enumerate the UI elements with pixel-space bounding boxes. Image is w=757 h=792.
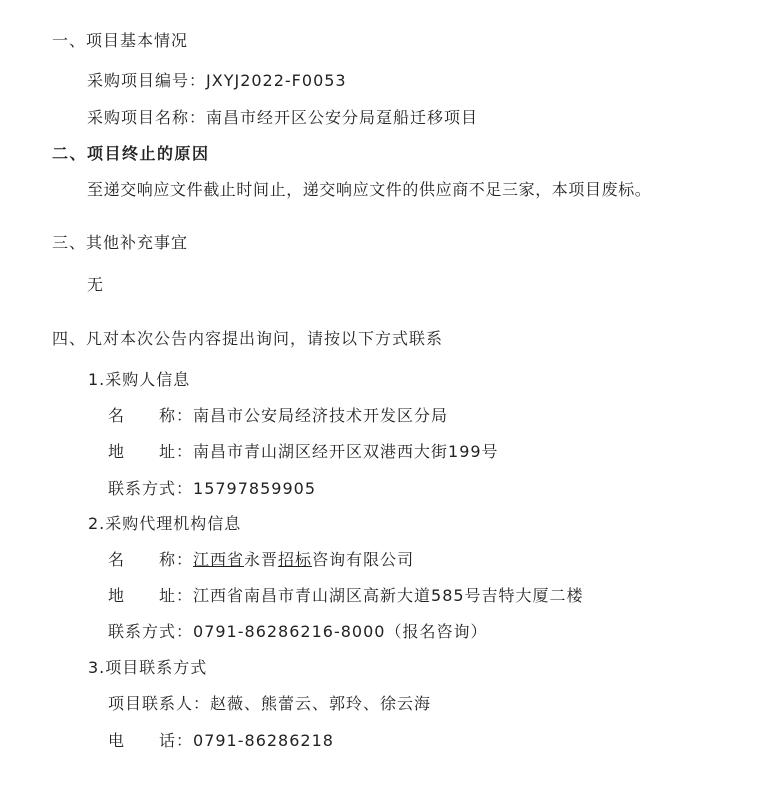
purchaser-name-value: 南昌市公安局经济技术开发区分局 xyxy=(193,406,449,425)
agency-name-label: 名 称： xyxy=(108,550,194,569)
project-name-label: 采购项目名称： xyxy=(87,108,207,127)
agency-phone-label: 联系方式： xyxy=(108,622,194,641)
project-name-value: 南昌市经开区公安分局趸船迁移项目 xyxy=(206,108,479,127)
project-number-label: 采购项目编号： xyxy=(87,71,207,90)
section-other-heading: 三、其他补充事宜 xyxy=(52,233,189,252)
agency-phone-value: 0791-86286216-8000（报名咨询） xyxy=(193,622,488,641)
termination-reason: 至递交响应文件截止时间止，递交响应文件的供应商不足三家，本项目废标。 xyxy=(87,180,652,199)
project-contact-phone-label: 电 话： xyxy=(108,731,194,750)
agency-heading: 2.采购代理机构信息 xyxy=(88,514,242,533)
project-name-row xyxy=(87,108,478,128)
project-contact-phone-value: 0791-86286218 xyxy=(193,731,334,750)
project-contact-phone-row xyxy=(108,731,334,751)
purchaser-address-value: 南昌市青山湖区经开区双港西大街199号 xyxy=(193,442,499,461)
project-contact-person-row xyxy=(108,694,431,714)
purchaser-heading: 1.采购人信息 xyxy=(88,370,191,389)
agency-address-row xyxy=(108,586,584,606)
agency-name-row xyxy=(108,550,414,570)
agency-address-value: 江西省南昌市青山湖区高新大道585号吉特大厦二楼 xyxy=(193,586,584,605)
project-contact-heading: 3.项目联系方式 xyxy=(88,658,208,677)
project-contact-person-label: 项目联系人： xyxy=(108,694,211,713)
agency-phone-row xyxy=(108,622,487,642)
agency-name-brand: 永晋 xyxy=(244,550,279,569)
project-contact-person-value: 赵薇、熊蕾云、郭玲、徐云海 xyxy=(210,694,432,713)
agency-name-link-bidding[interactable]: 招标 xyxy=(278,550,313,569)
purchaser-phone-value: 15797859905 xyxy=(193,479,316,498)
purchaser-phone-label: 联系方式： xyxy=(108,479,194,498)
section-termination-heading: 二、项目终止的原因 xyxy=(52,144,210,163)
purchaser-phone-row xyxy=(108,479,316,499)
section-contact-heading: 四、凡对本次公告内容提出询问，请按以下方式联系 xyxy=(52,329,444,348)
section-basic-heading: 一、项目基本情况 xyxy=(52,31,189,50)
purchaser-address-row xyxy=(108,442,499,462)
project-number-row xyxy=(87,71,347,91)
purchaser-address-label: 地 址： xyxy=(108,442,194,461)
agency-name-link-province[interactable]: 江西省 xyxy=(193,550,245,569)
purchaser-name-row xyxy=(108,406,448,426)
purchaser-name-label: 名 称： xyxy=(108,406,194,425)
other-content: 无 xyxy=(87,275,105,294)
project-number-value: JXYJ2022-F0053 xyxy=(206,71,347,90)
agency-address-label: 地 址： xyxy=(108,586,194,605)
agency-name-suffix: 咨询有限公司 xyxy=(312,550,415,569)
